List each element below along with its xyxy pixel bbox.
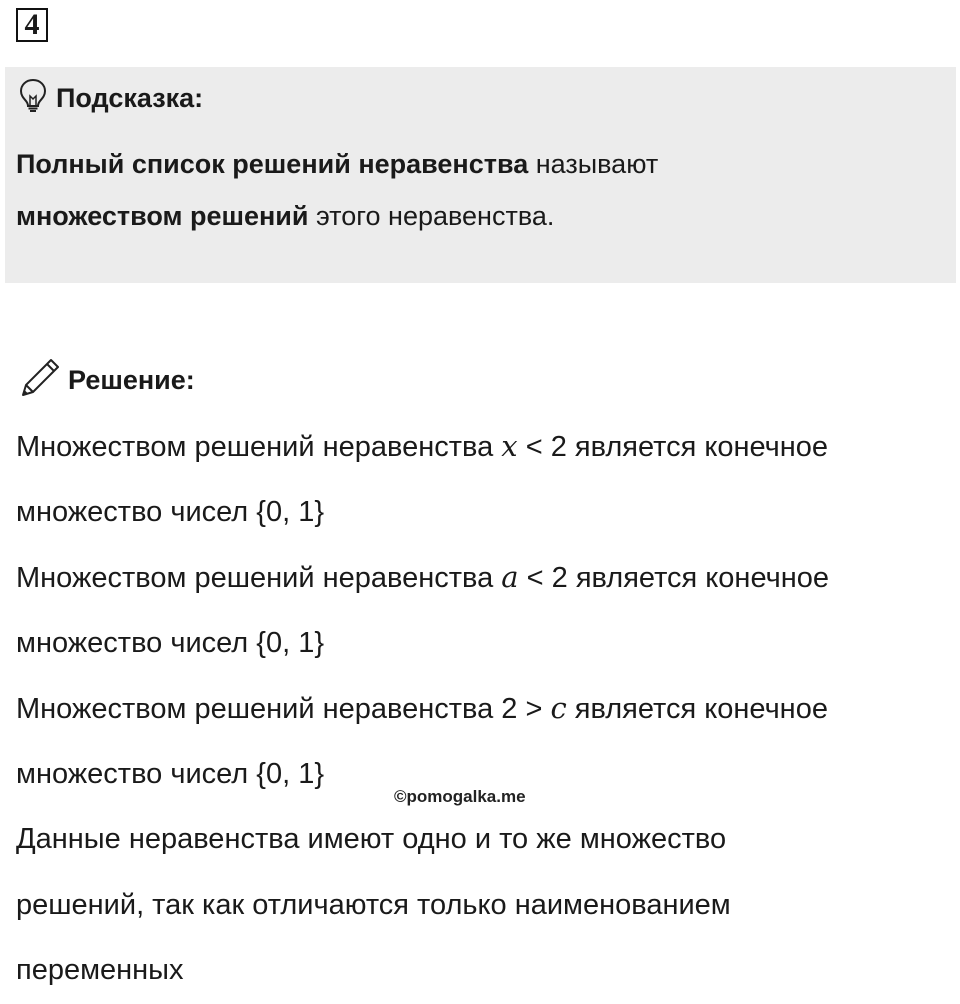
conclusion-line: Данные неравенства имеют одно и то же множество [16, 823, 727, 855]
hint-title: Подсказка: [56, 83, 204, 113]
solution-line: Множеством решений неравенства a < 2 является конечное [16, 560, 829, 594]
hint-line-2 [16, 190, 916, 242]
hint-text [16, 138, 916, 242]
solution-line: Множеством решений неравенства x < 2 является конечное [16, 429, 829, 463]
hint-header [18, 78, 203, 119]
hint-text-2: этого неравенства. [308, 201, 555, 231]
hint-line-1 [16, 138, 916, 190]
hint-bold-term-1: Полный список решений неравенства [16, 149, 529, 179]
solution-header [18, 356, 195, 405]
hint-text-1: называют [528, 149, 659, 179]
solution-line: множество чисел {0, 1} [16, 495, 325, 528]
solution-title: Решение: [68, 365, 195, 395]
conclusion-line: переменных [16, 954, 184, 986]
solution-line: Множеством решений неравенства 2 > c является конечное [16, 691, 828, 725]
math-variable: a [501, 560, 519, 594]
math-variable: c [550, 691, 567, 725]
lightbulb-icon [18, 78, 48, 119]
task-number: 4 [16, 8, 48, 42]
solution-line: множество чисел {0, 1} [16, 626, 325, 659]
hint-bold-term-2: множеством решений [16, 201, 309, 231]
solution-body [16, 414, 946, 1004]
watermark: ©pomogalka.me [394, 787, 526, 806]
conclusion-line: решений, так как отличаются только наименованием [16, 888, 731, 921]
solution-line: множество чисел {0, 1} [16, 757, 325, 790]
math-variable: x [501, 429, 518, 463]
pencil-icon [18, 356, 62, 405]
